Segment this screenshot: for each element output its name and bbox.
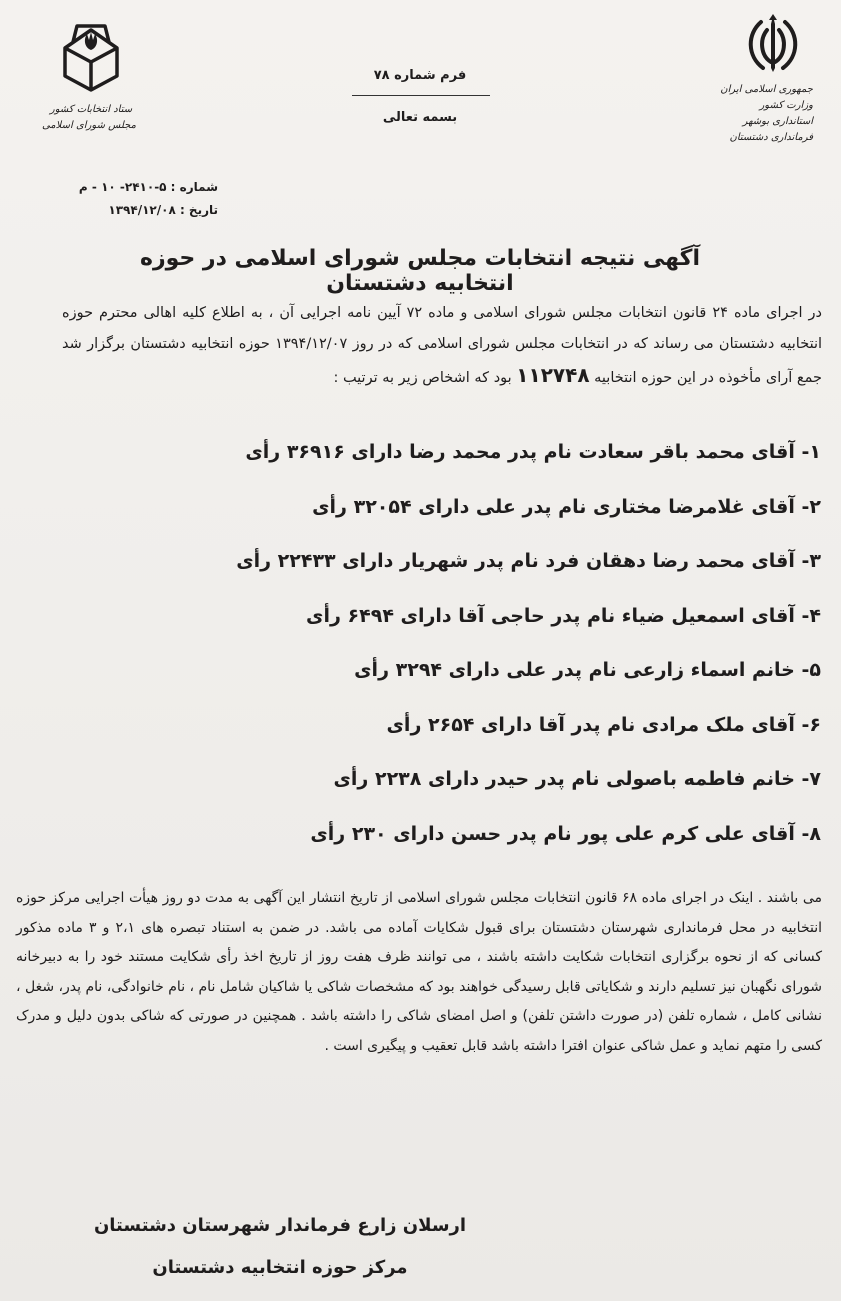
page-title: آگهی نتیجه انتخابات مجلس شورای اسلامی در حوزه انتخابیه دشتستان — [139, 246, 701, 296]
signature-block — [90, 1205, 470, 1289]
candidate-item: ۴- آقای اسمعیل ضیاء نام پدر حاجی آقا دارای ۶۴۹۴ رأی — [306, 604, 821, 627]
candidate-item: ۷- خانم فاطمه باصولی نام پدر حیدر دارای ۲۲۳۸ رأی — [333, 768, 821, 790]
intro-text-end: بود که اشخاص زیر به ترتیب : — [333, 370, 512, 386]
signatory-office: مرکز حوزه انتخابیه دشتستان — [152, 1257, 408, 1278]
candidate-item: ۵- خانم اسماء زارعی نام پدر علی دارای ۳۲۹۴ رأی — [354, 659, 821, 681]
complaint-notice: می باشند . اینک در اجرای ماده ۶۸ قانون انتخابات مجلس شورای اسلامی از تاریخ انتشار این آگهی به مدت دو روز هیأت اجرایی مرکز حوزه انتخابیه در محل فرمانداری شهرستان دشتستان برای قبول شکایات آماده می باشد. در ضمن به استناد تبصره های ۲،۱ و ۳ ماده مذکور کسانی که از نحوه برگزاری انتخابات شکایت داشته باشند ، می توانند ظرف هفت روز از تاریخ اخذ رأی شکایت مستند خود را به دبیرخانه شورای نگهبان نیز تسلیم دارند و شکایاتی قابل رسیدگی خواهند بود که مشخصات شاکی یا شاکیان شامل نام ، نام خانوادگی، نام پدر، شغل ، نشانی کامل ، شماره تلفن (در صورت داشتن تلفن) و اصل امضای شاکی را داشته باشد . همچنین در صورتی که شاکی بدون دلیل و مدرک کسی را متهم نماید و عمل شاکی عنوان افترا داشته باشد قابل تعقیب و پیگیری است . — [16, 890, 822, 1054]
intro-text: در اجرای ماده ۲۴ قانون انتخابات مجلس شورای اسلامی و ماده ۷۲ آیین نامه اجرایی آن ، به اطلاع کلیه اهالی محترم حوزه انتخابیه دشتستان می رساند که در انتخابات مجلس شورای اسلامی که در روز ۱۳۹۴/۱۲/۰۷ حوزه انتخابیه دشتستان برگزار شد جمع آرای مأخوذه در این حوزه انتخابیه — [62, 305, 823, 386]
iran-emblem — [720, 12, 813, 146]
candidate-list — [21, 430, 821, 866]
intro-paragraph — [62, 298, 822, 394]
form-divider — [352, 95, 490, 96]
logo-caption-line: مجلس شورای اسلامی — [41, 120, 136, 131]
bismillah: بسمه تعالی — [382, 110, 458, 125]
reference-info — [78, 176, 218, 222]
emblem-line: فرمانداری دشتستان — [729, 132, 813, 143]
candidate-item: ۸- آقای علی کرم علی پور نام پدر حسن دارای ۲۳۰ رأی — [310, 822, 821, 845]
letter-date: تاریخ : ۱۳۹۴/۱۲/۰۸ — [108, 203, 218, 217]
form-number: فرم شماره ۷۸ — [373, 68, 467, 83]
candidate-item: ۳- آقای محمد رضا دهقان فرد نام پدر شهریار دارای ۲۲۴۳۳ رأی — [236, 550, 821, 572]
candidate-item: ۱- آقای محمد باقر سعادت نام پدر محمد رضا دارای ۳۶۹۱۶ رأی — [245, 441, 821, 463]
candidate-item: ۶- آقای ملک مرادی نام پدر آقا دارای ۲۶۵۴ رأی — [386, 713, 821, 736]
logo-caption-line: ستاد انتخابات کشور — [49, 104, 133, 115]
emblem-line: استانداری بوشهر — [742, 116, 813, 127]
total-votes: ۱۱۲۷۴۸ — [516, 363, 590, 387]
election-headquarters-logo — [41, 22, 136, 134]
letter-number: شماره : ۵-۲۴۱۰- ۱۰ - م — [78, 180, 218, 194]
iran-emblem-icon — [741, 12, 805, 76]
candidate-item: ۲- آقای غلامرضا مختاری نام پدر علی دارای ۳۲۰۵۴ رأی — [312, 495, 821, 518]
emblem-line: وزارت کشور — [759, 100, 813, 111]
emblem-line: جمهوری اسلامی ایران — [720, 84, 813, 95]
signatory-name: ارسلان زارع فرماندار شهرستان دشتستان — [93, 1215, 467, 1236]
ballot-box-icon — [53, 22, 129, 94]
